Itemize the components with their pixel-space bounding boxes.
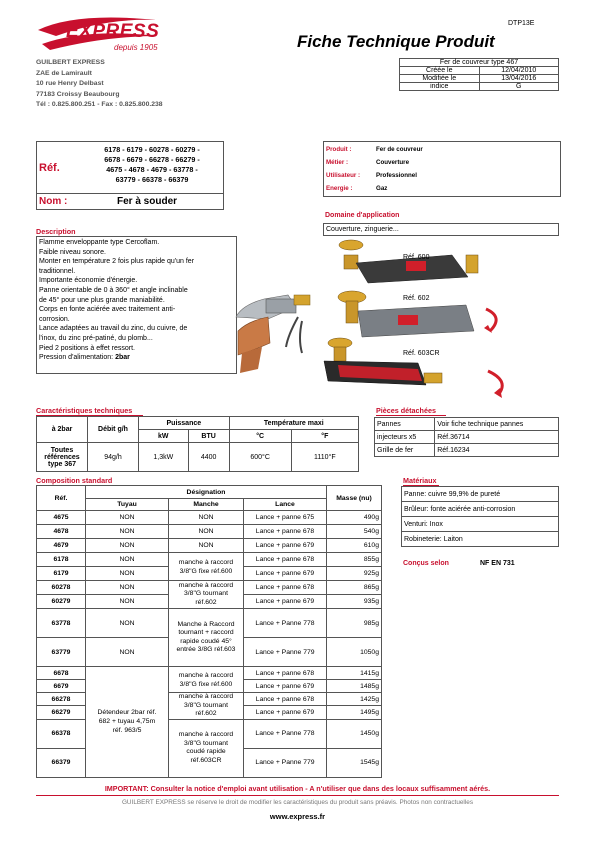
image-label-600: Réf. 600 xyxy=(403,254,430,261)
logo-tagline: depuis 1905 xyxy=(114,43,158,52)
company-contact: Tél : 0.825.800.251 - Fax : 0.825.800.238 xyxy=(36,101,163,108)
table-row: 63779 NON Lance + Panne 779 1050g xyxy=(37,638,382,667)
description-title: Description xyxy=(36,227,186,237)
table-row: 60278 NON manche à raccord 3/8"G tournant réf.602 Lance + panne 678 865g xyxy=(37,581,382,595)
image-label-603cr: Réf. 603CR xyxy=(403,350,440,357)
table-row: 66278 manche à raccord 3/8"G tournant réf.602 Lance + panne 678 1425g xyxy=(37,693,382,706)
ref-box xyxy=(36,141,224,210)
doc-code: DTP13E xyxy=(508,20,535,27)
nom-label: Nom : xyxy=(39,196,68,207)
pieces-title: Pièces détachées xyxy=(376,406,446,416)
company-name: GUILBERT EXPRESS xyxy=(36,59,105,66)
table-row: 6179 NON Lance + panne 679 925g xyxy=(37,567,382,581)
table-row: 6678 Détendeur 2bar réf. 682 + tuyau 4,75m réf. 963/5 manche à raccord 3/8"G fixe réf.600 Lance + panne 678 1415g xyxy=(37,667,382,680)
modified-value: 13/04/2016 xyxy=(479,75,559,83)
soldering-iron-illustration xyxy=(228,235,558,405)
company-address2: 10 rue Henry Delbast xyxy=(36,80,104,87)
created-label: Créée le xyxy=(400,67,480,75)
composition-table: Réf. Désignation Masse (nu) Tuyau Manche Lance 4675 NON NON Lance + panne 675 490g 4678 NON NON Lance + panne 678 540g 4679 NON NON Lance + panne 679 610g 6178 NON manche à raccord 3/8"G fixe réf.600 Lance + panne 678 855g 6179 NON Lance + panne 679 925g 60278 NON manche à raccord 3/8"G tournant réf.602 Lance + panne 678 865g 60279 NON Lance + panne 679 935g 63778 NON Manche à Raccord tournant + raccord rapide coudé 45° entrée 3/8G réf.603 Lance + Panne 778 985g 63779 NON Lance + Panne 779 1050g 6678 Détendeur 2bar réf. 682 + tuyau 4,75m réf. 963/5 manche à raccord 3/8"G fixe réf.600 Lance + panne 678 1415g 6679 Lance + panne 679 1485g 66278 manche à raccord 3/8"G tournant réf.602 Lance + panne 678 1425g 66279 Lance + panne 679 1495g 66378 manche à raccord 3/8"G tournant coudé rapide réf.603CR Lance + Panne 778 1450g 66379 Lance + Panne 779 1545g xyxy=(36,485,382,778)
created-value: 12/04/2010 xyxy=(479,67,559,75)
image-label-602: Réf. 602 xyxy=(403,295,430,302)
ref-label: Réf. xyxy=(39,162,60,174)
table-row: 63778 NON Manche à Raccord tournant + raccord rapide coudé 45° entrée 3/8G réf.603 Lance + Panne 778 985g xyxy=(37,609,382,638)
header-table xyxy=(399,58,559,91)
product-images xyxy=(228,235,558,405)
company-address3: 77183 Croissy Beaubourg xyxy=(36,90,120,98)
composition-title: Composition standard xyxy=(36,476,126,486)
table-row: 4679 NON NON Lance + panne 679 610g xyxy=(37,539,382,553)
table-row: 66378 manche à raccord 3/8"G tournant coudé rapide réf.603CR Lance + Panne 778 1450g xyxy=(37,719,382,748)
table-row: 6679 Lance + panne 679 1485g xyxy=(37,680,382,693)
company-address1: ZAE de Lamirault xyxy=(36,69,92,77)
logo xyxy=(36,14,186,54)
index-label: indice xyxy=(400,83,480,91)
pieces-table: Pannes Voir fiche technique pannes injecteurs x5 Réf.36714 Grille de fer Réf.16234 xyxy=(374,417,559,457)
domaine-value: Couverture, zinguerie... xyxy=(323,223,559,236)
table-row: 4675 NON NON Lance + panne 675 490g xyxy=(37,511,382,525)
materiaux-title: Matériaux xyxy=(403,476,439,486)
concus-label: Conçus selon xyxy=(403,560,449,567)
website-link[interactable]: www.express.fr xyxy=(269,812,326,821)
table-row: 66279 Lance + panne 679 1495g xyxy=(37,706,382,719)
carac-table: à 2bar Débit g/h Puissance Température maxi kW BTU °C °F Toutes références type 367 94g/h 1,3kW 4400 600°C 1110°F xyxy=(36,416,359,472)
nom-value: Fer à souder xyxy=(117,196,178,207)
materiaux-table: Panne: cuivre 99,9% de pureté Brûleur: fonte aciérée anti-corrosion Venturi: Inox Robineterie: Laiton xyxy=(401,486,559,547)
disclaimer: GUILBERT EXPRESS se réserve le droit de modifier les caractéristiques du produit sans préavis. Photos non contractuelles xyxy=(121,799,474,806)
table-row: 60279 NON Lance + panne 679 935g xyxy=(37,595,382,609)
product-box: Produit : Fer de couvreur Métier : Couverture Utilisateur : Professionnel Energie : Gaz xyxy=(323,141,561,197)
header-table-title: Fer de couvreur type 467 xyxy=(400,59,559,67)
company-block xyxy=(36,58,163,111)
ref-list: 6178 - 6179 - 60278 - 60279 - 6678 - 6679 - 66278 - 66279 - 4675 - 4678 - 4679 - 63778 - 63779 - 66378 - 66379 xyxy=(104,145,200,184)
domaine-title: Domaine d'application xyxy=(325,212,400,219)
table-row: 6178 NON manche à raccord 3/8"G fixe réf.600 Lance + panne 678 855g xyxy=(37,553,382,567)
description-box: Flamme enveloppante type Cercoflam. Faible niveau sonore. Monter en température 2 fois plus rapide qu'un fer traditionnel. Importante économie d'énergie. Panne orientable de 0 à 360° et angle inclinable de 45° pour une plus grande maniabilité. Corps en fonte aciérée avec traitement anti- corrosion. Lance adaptées au travail du zinc, du cuivre, de l'inox, du zinc pré-patiné, du plomb... Pied 2 positions à effet ressort. Pression d'alimentation: 2bar xyxy=(36,236,237,374)
modified-label: Modifiée le xyxy=(400,75,480,83)
important-notice: IMPORTANT: Consulter la notice d'emploi avant utilisation - A n'utiliser que dans des locaux suffisamment aérés. xyxy=(104,784,491,793)
table-row: 66379 Lance + Panne 779 1545g xyxy=(37,748,382,777)
concus-value: NF EN 731 xyxy=(480,560,515,567)
index-value: G xyxy=(479,83,559,91)
logo-brand: EXPRESS xyxy=(66,21,160,42)
carac-title: Caractéristiques techniques xyxy=(36,406,143,416)
table-row: 4678 NON NON Lance + panne 678 540g xyxy=(37,525,382,539)
doc-title: Fiche Technique Produit xyxy=(297,32,495,51)
